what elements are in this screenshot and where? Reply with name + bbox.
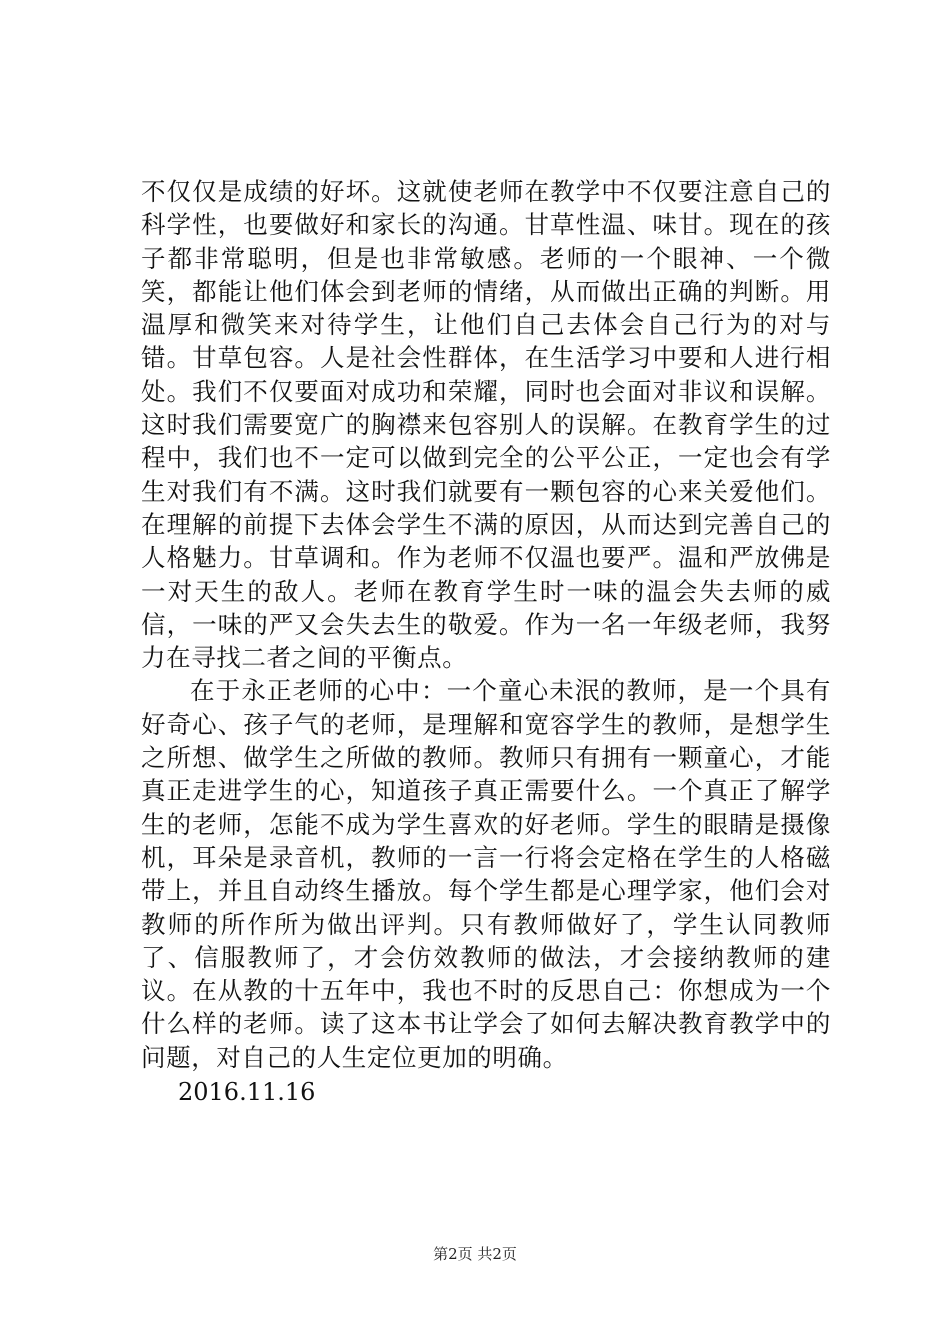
paragraph-yu-yongzheng: 在于永正老师的心中：一个童心未泯的教师，是一个具有好奇心、孩子气的老师，是理解和宽容学生的教师，是想学生之所想、做学生之所做的教师。教师只有拥有一颗童心，才能真正走进学生的心，知道孩子真正需要什么。一个真正了解学生的老师，怎能不成为学生喜欢的好老师。学生的眼睛是摄像机，耳朵是录音机，教师的一言一行将会定格在学生的人格磁带上，并且自动终生播放。每个学生都是心理学家，他们会对教师的所作所为做出评判。只有教师做好了，学生认同教师了、信服教师了，才会仿效教师的做法，才会接纳教师的建议。在从教的十五年中，我也不时的反思自己：你想成为一个什么样的老师。读了这本书让学会了如何去解决教育教学中的问题，对自己的人生定位更加的明确。 [141, 676, 831, 1072]
page-footer: 第2页 共2页 [433, 1245, 517, 1263]
paragraph-continuation: 不仅仅是成绩的好坏。这就使老师在教学中不仅要注意自己的科学性，也要做好和家长的沟通。甘草性温、味甘。现在的孩子都非常聪明，但是也非常敏感。老师的一个眼神、一个微笑，都能让他们体会到老师的情绪，从而做出正确的判断。用温厚和微笑来对待学生，让他们自己去体会自己行为的对与错。甘草包容。人是社会性群体，在生活学习中要和人进行相处。我们不仅要面对成功和荣耀，同时也会面对非议和误解。这时我们需要宽广的胸襟来包容别人的误解。在教育学生的过程中，我们也不一定可以做到完全的公平公正，一定也会有学生对我们有不满。这时我们就要有一颗包容的心来关爱他们。在理解的前提下去体会学生不满的原因，从而达到完善自己的人格魅力。甘草调和。作为老师不仅温也要严。温和严放佛是一对天生的敌人。老师在教育学生时一味的温会失去师的威信，一味的严又会失去生的敬爱。作为一名一年级老师，我努力在寻找二者之间的平衡点。 [141, 177, 831, 673]
document-body [141, 175, 831, 1110]
document-date: 2016.11.16 [178, 1078, 316, 1107]
